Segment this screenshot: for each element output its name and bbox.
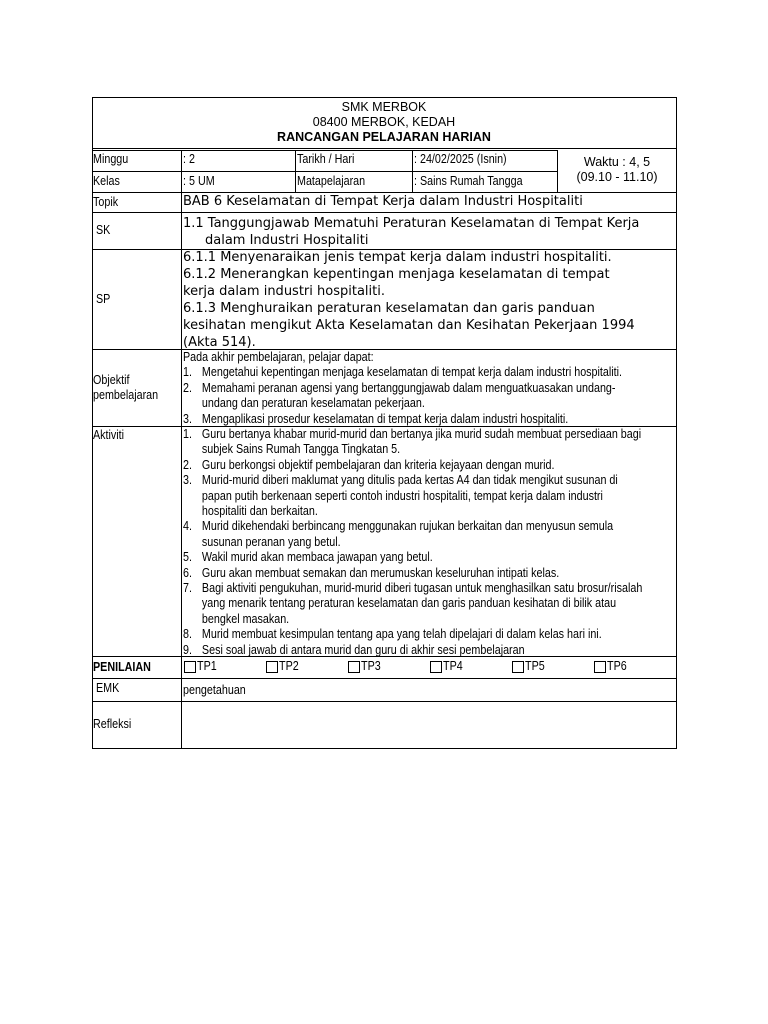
item-text: Guru bertanya khabar murid-murid dan bertanya jika murid sudah membuat persediaan bagi xyxy=(201,427,642,441)
tp4-label: TP4 xyxy=(443,659,463,673)
objektif-label-line2: pembelajaran xyxy=(93,388,159,402)
item-text: Murid membuat kesimpulan tentang apa yang telah dipelajari di dalam kelas hari ini. xyxy=(201,627,602,642)
sk-label: SK xyxy=(96,223,111,237)
objektif-label-line1: Objektif xyxy=(93,373,130,387)
item-text: papan putih berkenaan seperti contoh industri hospitaliti, tempat kerja dalam industri xyxy=(201,488,603,503)
list-item-continuation xyxy=(183,442,642,457)
tp5-checkbox[interactable] xyxy=(512,661,524,673)
sp-label: SP xyxy=(96,292,111,306)
item-number: 4. xyxy=(183,519,192,534)
list-item-continuation xyxy=(183,396,622,411)
item-number: 5. xyxy=(183,550,192,565)
item-number: 3. xyxy=(183,473,192,488)
item-number: 8. xyxy=(183,627,192,642)
list-item-continuation xyxy=(183,489,642,504)
item-text: Guru berkongsi objektif pembelajaran dan kriteria kejayaan dengan murid. xyxy=(201,457,555,472)
list-item xyxy=(183,566,642,581)
item-text: Memahami peranan agensi yang bertanggungjawab dalam menguatkuasakan undang- xyxy=(201,380,616,395)
sk-line1: 1.1 Tanggungjawab Mematuhi Peraturan Keselamatan di Tempat Kerja xyxy=(183,216,640,231)
tp2-checkbox[interactable] xyxy=(266,661,278,673)
refleksi-label: Refleksi xyxy=(93,717,132,731)
item-number: 1. xyxy=(183,427,192,441)
item-text: Mengaplikasi prosedur keselamatan di tempat kerja dalam industri hospitaliti. xyxy=(201,411,569,426)
aktiviti-content xyxy=(183,427,642,658)
tarikh-label: Tarikh / Hari xyxy=(297,152,355,166)
school-name: SMK MERBOK xyxy=(341,100,427,114)
list-item xyxy=(183,381,622,396)
item-number: 6. xyxy=(183,565,192,580)
minggu-label: Minggu xyxy=(93,152,129,166)
tp1-label: TP1 xyxy=(197,659,217,673)
tp6-checkbox[interactable] xyxy=(594,661,606,673)
list-item-continuation xyxy=(183,596,642,611)
list-item xyxy=(183,519,642,534)
item-text: subjek Sains Rumah Tangga Tingkatan 5. xyxy=(201,442,401,457)
tp6-label: TP6 xyxy=(607,659,627,673)
sp-line: (Akta 514). xyxy=(183,335,256,350)
item-number: 7. xyxy=(183,581,192,596)
tarikh-value: : 24/02/2025 (Isnin) xyxy=(414,152,507,166)
list-item xyxy=(183,627,642,642)
kelas-label: Kelas xyxy=(93,174,120,188)
item-text: undang dan peraturan keselamatan pekerjaan. xyxy=(201,396,425,411)
item-number: 3. xyxy=(183,411,192,426)
tp4-checkbox[interactable] xyxy=(430,661,442,673)
penilaian-label: PENILAIAN xyxy=(93,660,151,674)
list-item xyxy=(183,550,642,565)
document-title: RANCANGAN PELAJARAN HARIAN xyxy=(277,130,491,144)
list-item xyxy=(183,581,642,596)
item-text: Guru akan membuat semakan dan merumuskan keseluruhan intipati kelas. xyxy=(201,565,560,580)
waktu-line1: Waktu : 4, 5 xyxy=(583,155,651,169)
list-item xyxy=(183,412,622,427)
kelas-value: : 5 UM xyxy=(183,174,215,188)
emk-label: EMK xyxy=(96,681,120,695)
item-number: 2. xyxy=(183,457,192,472)
tp5-label: TP5 xyxy=(525,659,545,673)
waktu-line2: (09.10 - 11.10) xyxy=(576,170,658,184)
list-item xyxy=(183,427,642,442)
list-item-continuation xyxy=(183,612,642,627)
matapelajaran-value: : Sains Rumah Tangga xyxy=(414,174,523,188)
item-number: 9. xyxy=(183,642,192,657)
list-item xyxy=(183,458,642,473)
item-text: Mengetahui kepentingan menjaga keselamatan di tempat kerja dalam industri hospitaliti. xyxy=(201,365,623,380)
matapelajaran-label: Matapelajaran xyxy=(297,174,366,188)
item-text: hospitaliti dan berkaitan. xyxy=(201,504,318,519)
list-item xyxy=(183,365,622,380)
item-text: susunan peranan yang betul. xyxy=(201,534,341,549)
item-text: Murid-murid diberi maklumat yang ditulis pada kertas A4 dan tidak mengikut susunan di xyxy=(201,473,618,488)
minggu-value: : 2 xyxy=(183,152,195,166)
item-text: Murid dikehendaki berbincang menggunakan rujukan berkaitan dan menyusun semula xyxy=(201,519,614,534)
tp1-checkbox[interactable] xyxy=(184,661,196,673)
tp3-label: TP3 xyxy=(361,659,381,673)
sp-line: 6.1.3 Menghuraikan peraturan keselamatan dan garis panduan xyxy=(183,301,595,316)
topik-value: BAB 6 Keselamatan di Tempat Kerja dalam Industri Hospitaliti xyxy=(183,194,583,209)
list-item-continuation xyxy=(183,535,642,550)
refleksi-field[interactable] xyxy=(183,703,673,747)
sp-content xyxy=(183,249,635,351)
sp-line: kesihatan mengikut Akta Keselamatan dan Kesihatan Pekerjaan 1994 xyxy=(183,318,635,333)
emk-value: pengetahuan xyxy=(183,683,246,697)
item-text: Wakil murid akan membaca jawapan yang betul. xyxy=(201,550,433,565)
item-number: 1. xyxy=(183,365,192,380)
item-text: yang menarik tentang peraturan keselamatan dan garis panduan kesihatan di bilik atau xyxy=(201,596,617,611)
waktu-block xyxy=(558,155,676,185)
list-item-continuation xyxy=(183,504,642,519)
list-item xyxy=(183,643,642,658)
topik-label: Topik xyxy=(93,195,119,209)
sp-line: 6.1.2 Menerangkan kepentingan menjaga keselamatan di tempat xyxy=(183,267,610,282)
aktiviti-label: Aktiviti xyxy=(93,428,125,442)
item-text: bengkel masakan. xyxy=(201,611,290,626)
list-item xyxy=(183,473,642,488)
school-address: 08400 MERBOK, KEDAH xyxy=(312,115,456,129)
sp-line: 6.1.1 Menyenaraikan jenis tempat kerja dalam industri hospitaliti. xyxy=(183,250,612,265)
sp-line: kerja dalam industri hospitaliti. xyxy=(183,284,385,299)
item-number: 2. xyxy=(183,380,192,395)
item-text: Sesi soal jawab di antara murid dan guru di akhir sesi pembelajaran xyxy=(201,642,525,657)
tp3-checkbox[interactable] xyxy=(348,661,360,673)
tp2-label: TP2 xyxy=(279,659,299,673)
sk-line2: dalam Industri Hospitaliti xyxy=(205,233,369,248)
objektif-content xyxy=(183,350,622,427)
item-text: Bagi aktiviti pengukuhan, murid-murid diberi tugasan untuk menghasilkan satu brosur/risalah xyxy=(201,581,643,596)
objektif-intro: Pada akhir pembelajaran, pelajar dapat: xyxy=(183,350,374,364)
